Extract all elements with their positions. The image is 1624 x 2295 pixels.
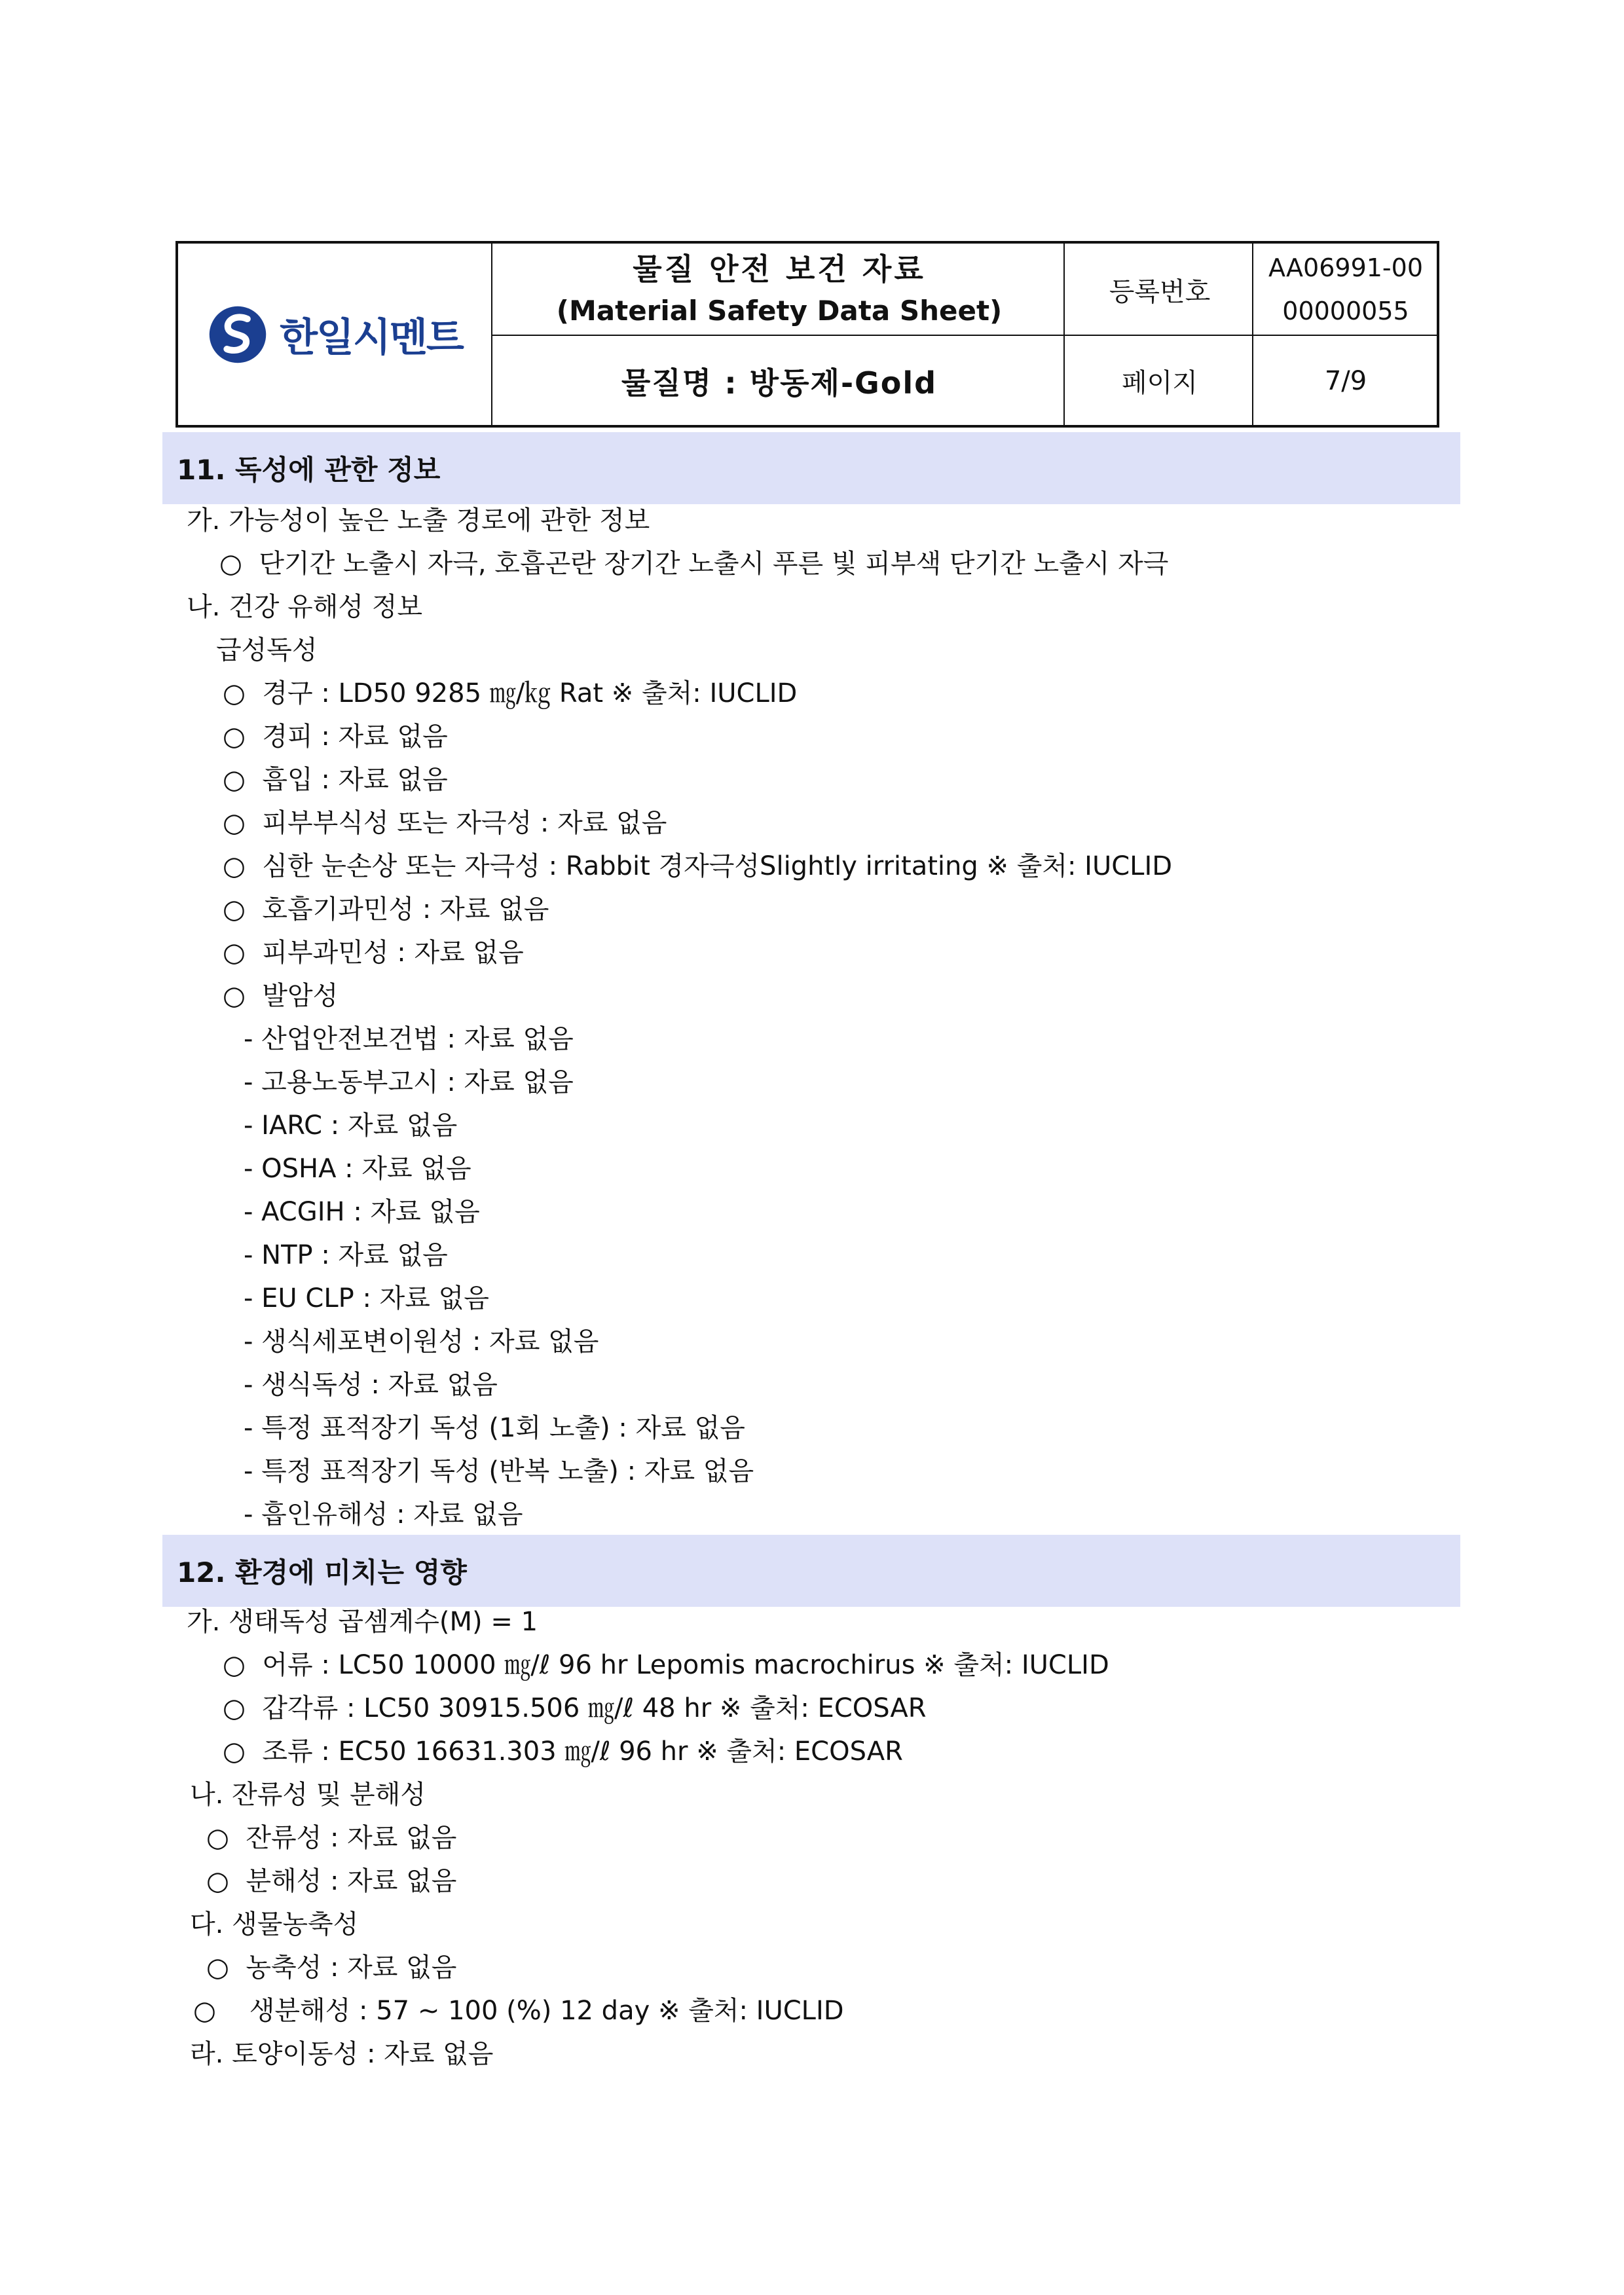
list-item: 다. 생물농축성 — [190, 1909, 359, 1939]
list-item: ○ 농축성 : 자료 없음 — [206, 1953, 457, 1983]
company-logo-cell — [178, 244, 492, 425]
section-12-heading: 12. 환경에 미치는 영향 — [162, 1535, 1460, 1607]
company-logo-icon — [208, 304, 268, 365]
registration-number-label: 등록번호 — [1109, 276, 1211, 307]
list-item: 라. 토양이동성 : 자료 없음 — [190, 2039, 494, 2069]
list-item: ○ 피부과민성 : 자료 없음 — [223, 938, 524, 968]
list-item: ○ 경피 : 자료 없음 — [223, 722, 448, 752]
list-item: ○ 잔류성 : 자료 없음 — [206, 1823, 457, 1853]
list-item: - OSHA : 자료 없음 — [244, 1154, 471, 1184]
list-item: ○ 경구 : LD50 9285 ㎎/㎏ Rat ※ 출처: IUCLID — [223, 678, 798, 708]
registration-number-value — [1255, 244, 1437, 335]
list-item: ○ 조류 : EC50 16631.303 ㎎/ℓ 96 hr ※ 출처: ECOSAR — [223, 1736, 903, 1767]
list-item: ○ 흡입 : 자료 없음 — [223, 765, 448, 795]
list-item: ○ 어류 : LC50 10000 ㎎/ℓ 96 hr Lepomis macrochirus ※ 출처: IUCLID — [223, 1650, 1109, 1680]
list-item: 가. 생태독성 곱셈계수(M) = 1 — [187, 1607, 538, 1637]
list-item: - 생식세포변이원성 : 자료 없음 — [244, 1327, 599, 1357]
list-item: ○ 생분해성 : 57 ~ 100 (%) 12 day ※ 출처: IUCLID — [193, 1996, 844, 2026]
list-item: ○ 갑각류 : LC50 30915.506 ㎎/ℓ 48 hr ※ 출처: ECOSAR — [223, 1693, 927, 1723]
list-item: - IARC : 자료 없음 — [244, 1111, 458, 1141]
page-number: 7/9 — [1324, 365, 1367, 396]
list-item: - 생식독성 : 자료 없음 — [244, 1370, 498, 1400]
list-item: - EU CLP : 자료 없음 — [244, 1283, 489, 1313]
company-logo — [208, 304, 463, 365]
page-label: 페이지 — [1122, 368, 1198, 398]
list-item: - 산업안전보건법 : 자료 없음 — [244, 1024, 574, 1054]
list-item: ○ 호흡기과민성 : 자료 없음 — [223, 894, 549, 925]
company-name: 한일시멘트 — [280, 314, 463, 361]
list-item: 나. 건강 유해성 정보 — [187, 592, 422, 622]
list-item: ○ 분해성 : 자료 없음 — [206, 1866, 457, 1896]
list-item: - ACGIH : 자료 없음 — [244, 1197, 480, 1227]
list-item: ○ 단기간 노출시 자극, 호흡곤란 장기간 노출시 푸른 빛 피부색 단기간 노출시 자극 — [219, 549, 1169, 579]
section-11-heading: 11. 독성에 관한 정보 — [162, 432, 1460, 504]
document-title-en: (Material Safety Data Sheet) — [556, 295, 1003, 327]
material-name: 물질명 : 방동제-Gold — [621, 365, 938, 401]
list-item: ○ 발암성 — [223, 981, 339, 1011]
list-item: - 특정 표적장기 독성 (1회 노출) : 자료 없음 — [244, 1413, 745, 1443]
list-item: ○ 피부부식성 또는 자극성 : 자료 없음 — [223, 808, 667, 838]
registration-number-line-1: AA06991-00 — [1268, 253, 1423, 282]
list-item: 급성독성 — [216, 635, 318, 665]
list-item: - NTP : 자료 없음 — [244, 1240, 448, 1270]
list-item: 나. 잔류성 및 분해성 — [190, 1780, 426, 1810]
msds-header-table — [175, 241, 1439, 428]
document-title-cell — [494, 244, 1065, 335]
list-item: 가. 가능성이 높은 노출 경로에 관한 정보 — [187, 505, 650, 536]
list-item: - 흡인유해성 : 자료 없음 — [244, 1499, 523, 1530]
registration-number-line-2: 00000055 — [1282, 297, 1409, 325]
list-item: - 특정 표적장기 독성 (반복 노출) : 자료 없음 — [244, 1456, 754, 1486]
list-item: - 고용노동부고시 : 자료 없음 — [244, 1067, 574, 1097]
document-title-ko: 물질 안전 보건 자료 — [633, 251, 926, 287]
list-item: ○ 심한 눈손상 또는 자극성 : Rabbit 경자극성Slightly irritating ※ 출처: IUCLID — [223, 851, 1173, 881]
